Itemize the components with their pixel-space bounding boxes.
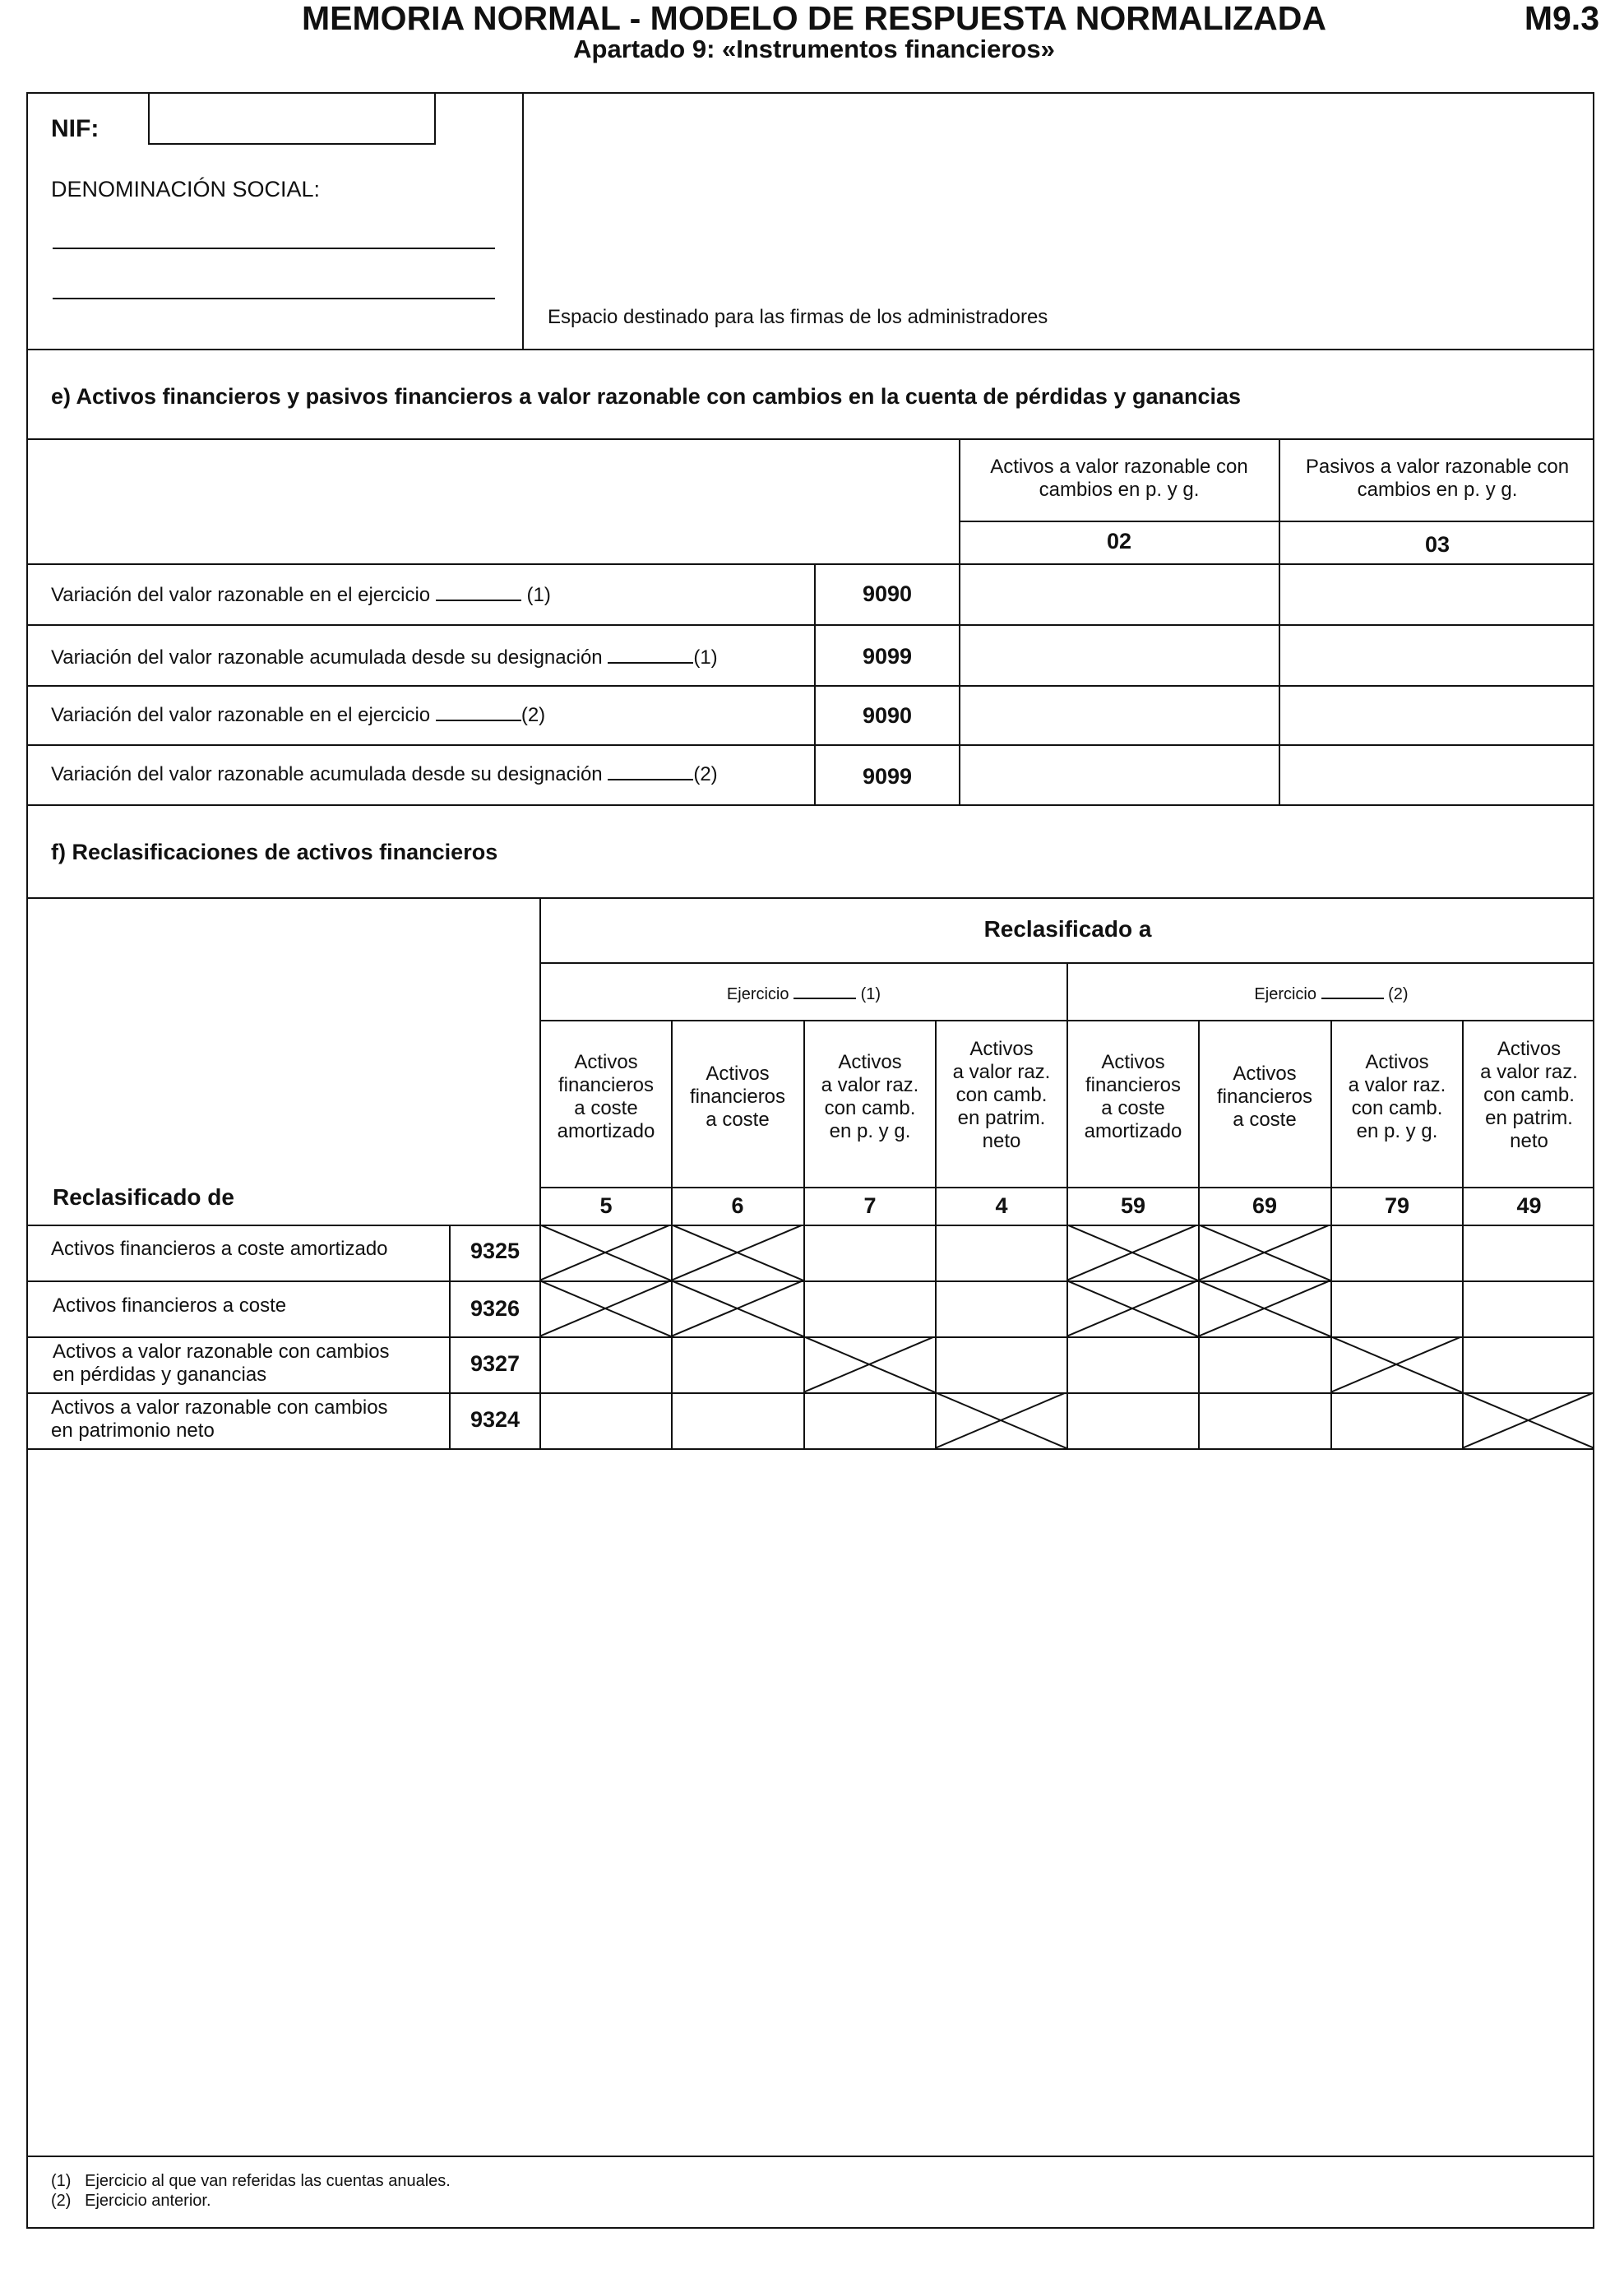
col-code: 79 [1384, 1193, 1410, 1218]
crossed-cell [803, 1336, 935, 1392]
input-cell[interactable] [1332, 1394, 1461, 1447]
crossed-cell [1066, 1280, 1198, 1336]
footnote-1: (1) Ejercicio al que van referidas las cuentas anuales. [51, 2172, 451, 2190]
form-frame [26, 92, 1594, 2229]
input-cell[interactable] [1332, 1282, 1461, 1336]
nif-input[interactable] [148, 92, 436, 145]
crossed-cell [1198, 1280, 1330, 1336]
nif-label: NIF: [51, 115, 99, 142]
page-title: MEMORIA NORMAL - MODELO DE RESPUESTA NORMALIZADA [302, 0, 1326, 37]
ejercicio-2-header: Ejercicio (2) [1254, 985, 1409, 1003]
divider [539, 1020, 1594, 1021]
row-code: 9326 [470, 1296, 521, 1321]
id-divider [522, 92, 524, 350]
row-code: 9324 [470, 1407, 521, 1432]
row-label: Variación del valor razonable en el ejercicio (1) [51, 584, 551, 606]
reclasificado-de-header: Reclasificado de [53, 1184, 234, 1210]
input-cell[interactable] [1068, 1394, 1197, 1447]
input-cell[interactable] [541, 1394, 670, 1447]
form-code: M9.3 [1524, 0, 1599, 37]
input-cell[interactable] [1280, 626, 1594, 685]
input-cell[interactable] [937, 1338, 1066, 1392]
row-label: Variación del valor razonable acumulada desde su designación (2) [51, 763, 718, 785]
row-code: 9090 [862, 703, 913, 728]
divider [539, 1187, 1594, 1188]
col-code-02: 02 [1106, 529, 1132, 553]
input-cell[interactable] [1200, 1394, 1330, 1447]
page-subtitle: Apartado 9: «Instrumentos financieros» [573, 35, 1055, 63]
input-cell[interactable] [1332, 1226, 1461, 1280]
col-header-ac-amortizado: Activos financieros a coste amortizado [557, 1051, 655, 1142]
divider [26, 2156, 1594, 2157]
footnote-2: (2) Ejercicio anterior. [51, 2192, 211, 2210]
divider [26, 897, 1594, 899]
col-code: 69 [1252, 1193, 1278, 1218]
denominacion-label: DENOMINACIÓN SOCIAL: [51, 177, 321, 201]
signature-label: Espacio destinado para las firmas de los administradores [548, 306, 1048, 328]
reclasificado-a-header: Reclasificado a [983, 916, 1152, 942]
crossed-cell [1462, 1392, 1594, 1448]
row-code: 9325 [470, 1239, 521, 1263]
crossed-cell [935, 1392, 1066, 1448]
col-header-activos-pyg: Activos a valor razonable con cambios en p. y g. [990, 456, 1248, 501]
input-cell[interactable] [960, 565, 1278, 624]
crossed-cell [671, 1280, 803, 1336]
crossed-cell [1330, 1336, 1462, 1392]
denominacion-line-2[interactable] [53, 298, 495, 299]
col-code: 6 [731, 1193, 744, 1218]
row-label: Activos a valor razonable con cambios en pérdidas y ganancias [53, 1341, 390, 1386]
col-code: 4 [995, 1193, 1008, 1218]
col-header-vr-pyg: Activos a valor raz. con camb. en p. y g. [821, 1051, 919, 1142]
col-header-pasivos-pyg: Pasivos a valor razonable con cambios en p. y g. [1305, 456, 1570, 501]
col-header-ac-amortizado-2: Activos financieros a coste amortizado [1084, 1051, 1182, 1142]
input-cell[interactable] [1464, 1226, 1594, 1280]
input-cell[interactable] [1464, 1282, 1594, 1336]
input-cell[interactable] [805, 1226, 934, 1280]
divider [26, 804, 1594, 806]
divider [26, 438, 1594, 440]
section-f-title: f) Reclasificaciones de activos financieros [51, 840, 498, 864]
col-code: 49 [1516, 1193, 1542, 1218]
input-cell[interactable] [805, 1282, 934, 1336]
row-label: Variación del valor razonable en el ejercicio (2) [51, 704, 546, 726]
input-cell[interactable] [1280, 565, 1594, 624]
section-e-title: e) Activos financieros y pasivos financieros a valor razonable con cambios en la cuenta de pérdidas y ganancias [51, 384, 1242, 409]
input-cell[interactable] [960, 746, 1278, 803]
input-cell[interactable] [960, 687, 1278, 744]
row-code: 9099 [862, 644, 913, 669]
input-cell[interactable] [673, 1338, 803, 1392]
col-code: 7 [863, 1193, 877, 1218]
divider [26, 349, 1594, 350]
input-cell[interactable] [673, 1394, 803, 1447]
row-code: 9099 [862, 764, 913, 789]
crossed-cell [1066, 1225, 1198, 1280]
crossed-cell [671, 1225, 803, 1280]
denominacion-line-1[interactable] [53, 248, 495, 249]
col-header-vr-pyg-2: Activos a valor raz. con camb. en p. y g. [1348, 1051, 1446, 1142]
input-cell[interactable] [1280, 746, 1594, 803]
divider [959, 521, 1594, 522]
row-label: Variación del valor razonable acumulada desde su designación (1) [51, 646, 718, 669]
input-cell[interactable] [1464, 1338, 1594, 1392]
input-cell[interactable] [1068, 1338, 1197, 1392]
row-label: Activos financieros a coste [53, 1294, 287, 1317]
crossed-cell [539, 1225, 671, 1280]
row-label: Activos financieros a coste amortizado [51, 1238, 388, 1260]
crossed-cell [1198, 1225, 1330, 1280]
input-cell[interactable] [1200, 1338, 1330, 1392]
row-label: Activos a valor razonable con cambios en patrimonio neto [51, 1396, 388, 1442]
col-header-vr-patrim-2: Activos a valor raz. con camb. en patrim. neto [1480, 1038, 1578, 1152]
input-cell[interactable] [937, 1282, 1066, 1336]
input-cell[interactable] [805, 1394, 934, 1447]
col-code-03: 03 [1424, 532, 1450, 557]
input-cell[interactable] [937, 1226, 1066, 1280]
input-cell[interactable] [960, 626, 1278, 685]
col-header-vr-patrim: Activos a valor raz. con camb. en patrim. neto [952, 1038, 1051, 1152]
col-code: 5 [599, 1193, 613, 1218]
col-header-ac-coste: Activos financieros a coste [689, 1063, 786, 1131]
input-cell[interactable] [1280, 687, 1594, 744]
col-code: 59 [1120, 1193, 1146, 1218]
row-code: 9327 [470, 1351, 521, 1376]
input-cell[interactable] [541, 1338, 670, 1392]
crossed-cell [539, 1280, 671, 1336]
col-header-ac-coste-2: Activos financieros a coste [1216, 1063, 1313, 1131]
row-code: 9090 [862, 581, 913, 606]
divider [26, 1448, 1594, 1450]
ejercicio-1-header: Ejercicio (1) [726, 985, 881, 1003]
